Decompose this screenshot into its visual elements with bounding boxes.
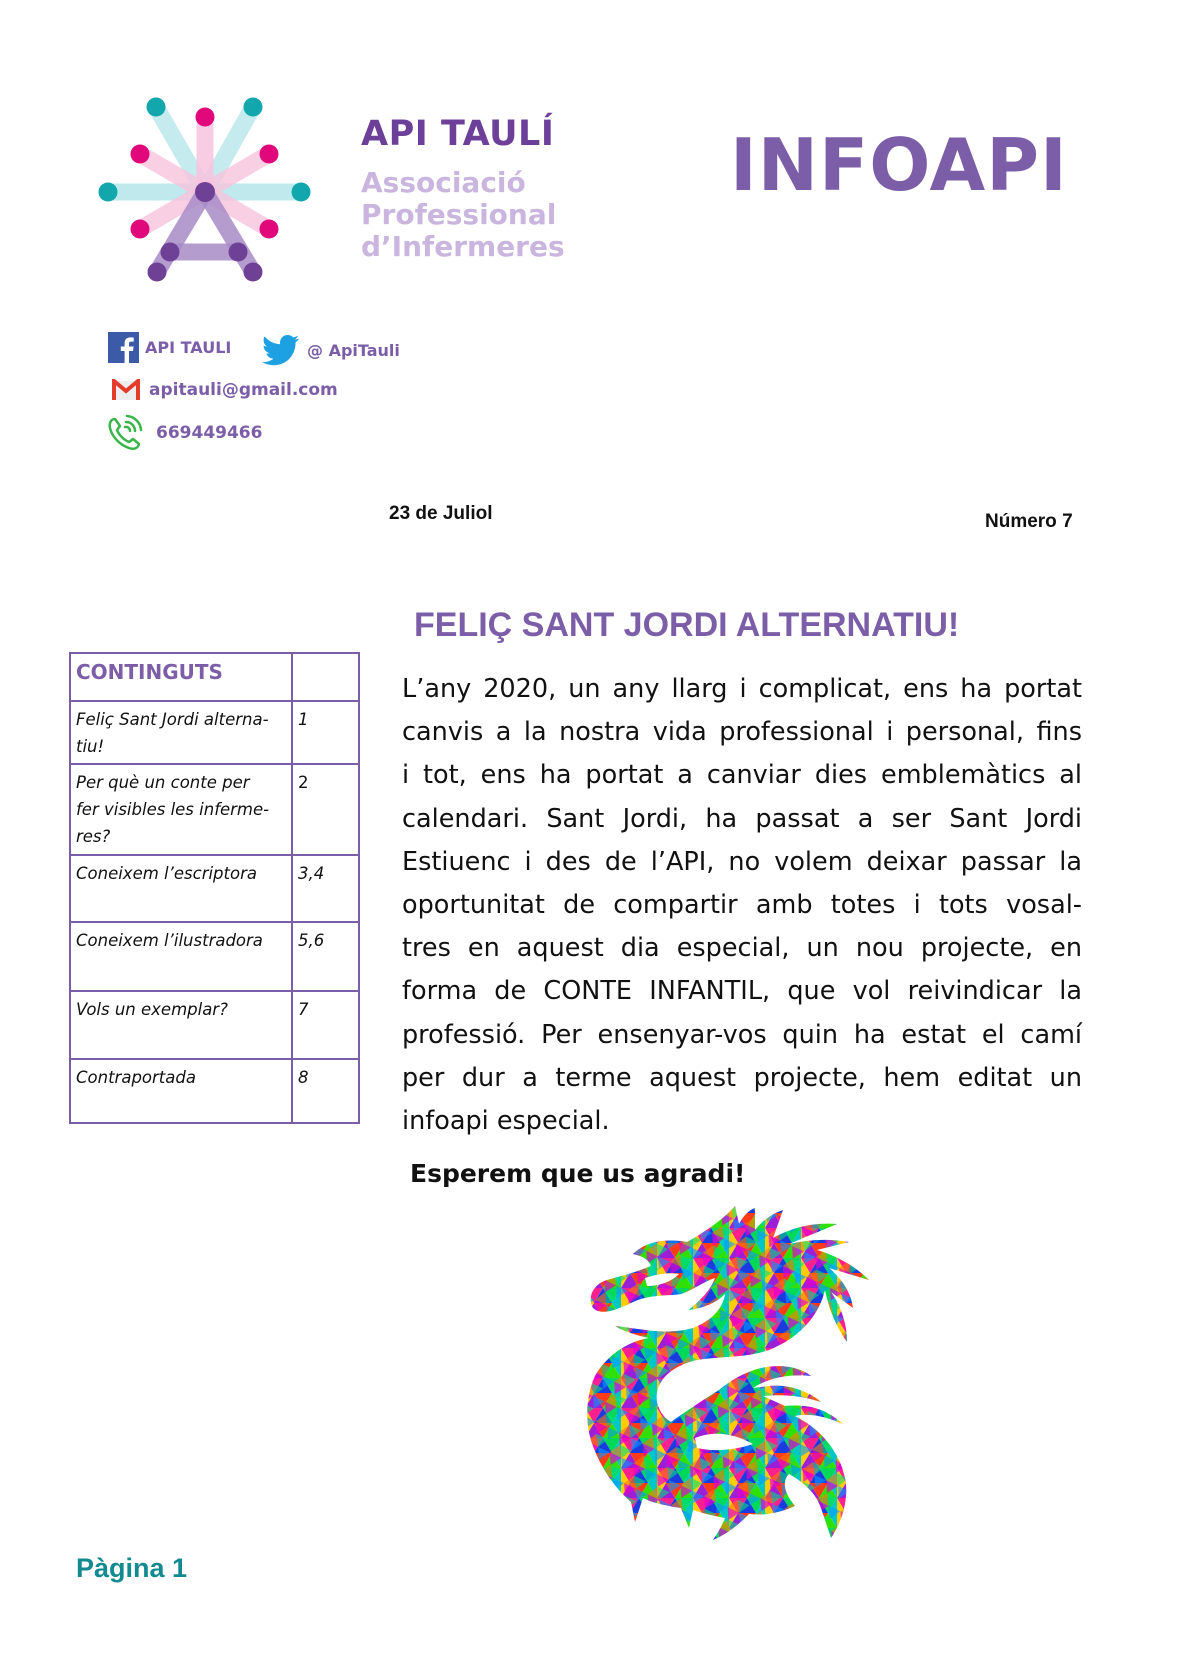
contents-title[interactable]: Vols un exemplar? [70,991,292,1059]
dragon-silhouette [587,1206,869,1540]
twitter-contact[interactable] [261,335,400,365]
logo-dot [195,182,215,202]
contents-title-line: fer visibles les inferme- [76,800,270,819]
contents-page: 5,6 [292,922,359,991]
contents-page: 2 [292,764,359,855]
logo-dot [244,98,263,117]
article-line: L’any 2020, un any llarg i complicat, ens ha portat [402,674,1082,704]
email-contact[interactable] [112,377,338,403]
logo-dot [260,220,279,239]
contents-table [69,652,360,1124]
logo-dot [148,263,167,282]
contents-row[interactable] [70,922,359,991]
article-line: forma de CONTE INFANTIL, que vol reivindicar la [402,976,1082,1007]
phone-contact[interactable] [106,416,262,450]
article-line: professió. Per ensenyar-vos quin ha estat el camí [402,1019,1082,1050]
brand-subtitle-line: Professional [361,198,557,231]
api-tauli-logo-mark [95,92,320,292]
article-line: canvis a la nostra vida professional i personal, fins [402,717,1082,748]
phone-icon [106,413,146,453]
logo-dot [161,243,180,262]
contents-row[interactable] [70,1059,359,1123]
contents-title-line: tiu! [76,737,105,756]
contents-header-row [70,653,359,701]
facebook-label: API TAULI [145,337,232,357]
twitter-label: @ ApiTauli [307,340,400,360]
logo-dot [229,243,248,262]
closing-message: Esperem que us agradi! [410,1159,746,1188]
contents-page: 7 [292,991,359,1059]
article-title: FELIÇ SANT JORDI ALTERNATIU! [414,606,960,644]
article-line: Estiuenc i des de l’API, no volem deixar passar la [402,846,1082,877]
email-label: apitauli@gmail.com [149,380,338,400]
article-line: calendari. Sant Jordi, ha passat a ser Sant Jordi [402,803,1082,834]
contents-page: 3,4 [292,855,359,922]
brand-name: API TAULÍ [361,114,555,154]
contents-header-page [292,653,359,701]
article-line: per dur a terme aquest projecte, hem editat un [402,1062,1082,1093]
article-line: i tot, ens ha portat a canviar dies emblemàtics al [402,760,1082,791]
facebook-contact[interactable] [108,332,231,362]
phone-label: 669449466 [156,423,263,443]
logo-dot [244,263,263,282]
contents-row[interactable] [70,855,359,922]
masthead-title: INFOAPI [730,123,1068,207]
page-number: Pàgina 1 [76,1553,188,1583]
contents-title[interactable]: Coneixem l’escriptora [70,855,292,922]
issue-number: Número 7 [985,511,1073,532]
brand-subtitle-line: d’Infermeres [361,230,565,263]
contents-page: 1 [292,701,359,764]
gmail-icon [112,379,140,401]
article-line: tres en aquest dia especial, un nou projecte, en [402,933,1082,964]
issue-date: 23 de Juliol [389,503,493,524]
logo-dot [131,145,150,164]
facebook-icon [108,332,139,363]
contents-title[interactable] [70,701,292,764]
logo-dot [99,183,118,202]
article-line: oportunitat de compartir amb totes i tots vosal- [402,890,1082,921]
contents-title-line: Feliç Sant Jordi alterna- [76,710,269,729]
contents-title-line: Per què un conte per [76,773,250,792]
contents-title[interactable]: Contraportada [70,1059,292,1123]
logo-dot [131,220,150,239]
contents-title[interactable]: Coneixem l’ilustradora [70,922,292,991]
contents-title-line: res? [76,827,111,846]
twitter-icon [261,334,301,366]
contents-row[interactable] [70,701,359,764]
brand-subtitle-line: Associació [361,166,526,199]
article-body [402,668,1082,1143]
logo-dot [147,98,166,117]
dragon-icon [585,1198,905,1543]
logo-dot [196,108,215,127]
logo-dot [260,145,279,164]
contents-page: 8 [292,1059,359,1123]
contents-row[interactable] [70,991,359,1059]
contents-header: CONTINGUTS [70,653,292,701]
logo-dot [292,183,311,202]
article-line: infoapi especial. [402,1106,610,1137]
contents-row[interactable] [70,764,359,855]
contents-title[interactable] [70,764,292,855]
